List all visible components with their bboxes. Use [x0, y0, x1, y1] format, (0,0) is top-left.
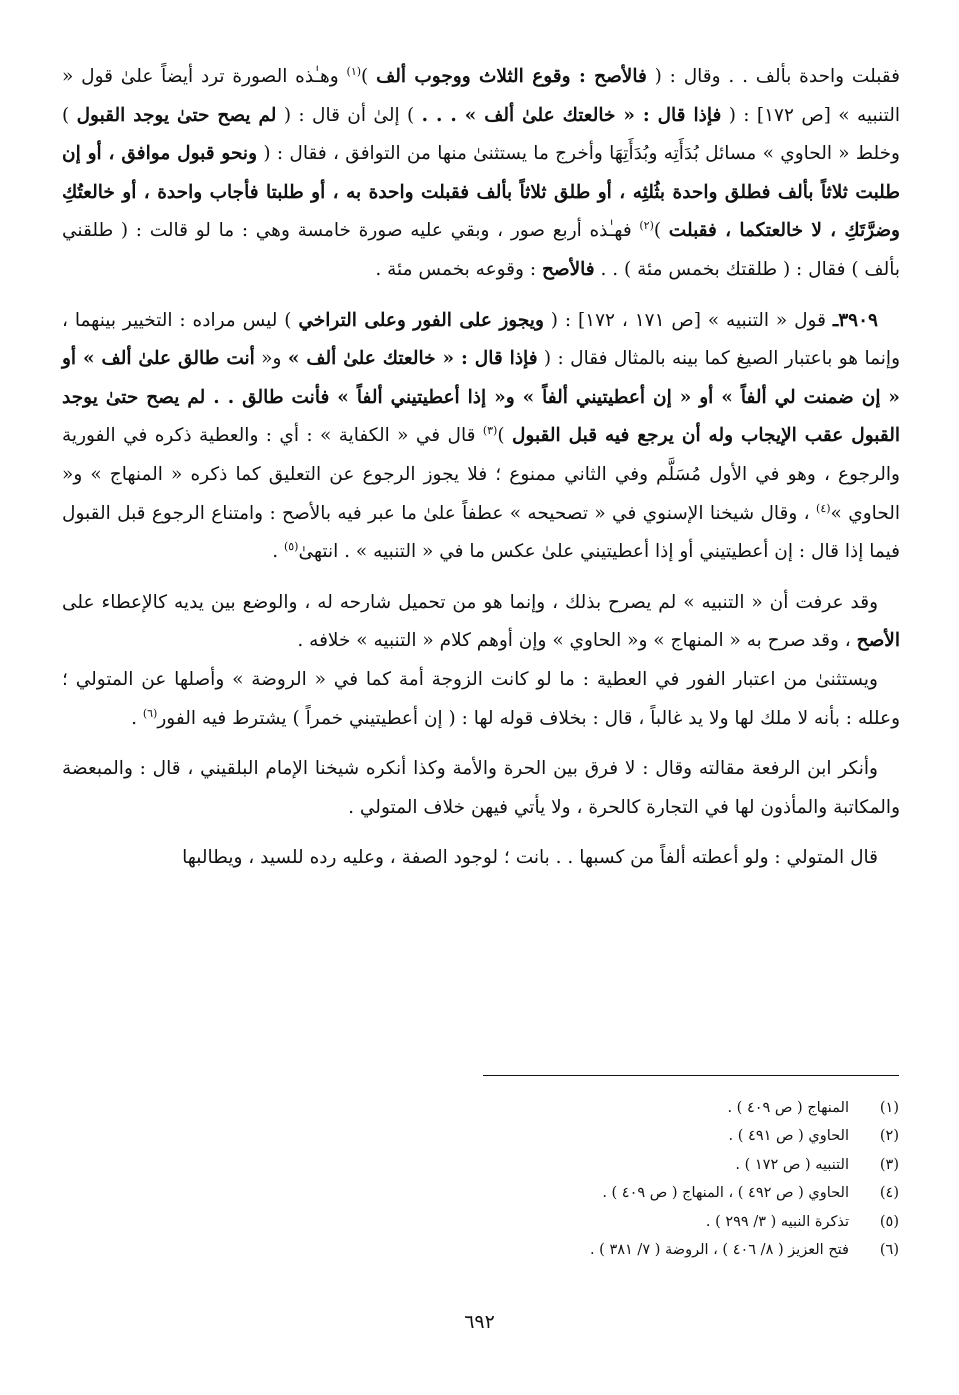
footnote-text: الحاوي ( ص ٤٩٢ ) ، المنهاج ( ص ٤٠٩ ) . — [602, 1185, 849, 1202]
footnote — [299, 1151, 899, 1179]
footnotes — [299, 1094, 899, 1264]
footnote-divider — [483, 1075, 899, 1076]
footnote — [299, 1094, 899, 1122]
main-text — [62, 58, 900, 878]
footnote-text: فتح العزيز ( ٨/ ٤٠٦ ) ، الروضة ( ٧/ ٣٨١ ) . — [589, 1242, 849, 1259]
paragraph-4: ويستثنىٰ من اعتبار الفور في العطية : ما لو كانت الزوجة أمة كما في « الروضة » وأصلها عن المتولي ؛ وعلله : بأنه لا ملك لها ولا يد غالباً ، قال : بخلاف قوله لها : ( إن أعطيتيني خمراً ) يشترط فيه الفور$^{(٦)}$ . — [62, 668, 900, 729]
paragraph-5: وأنكر ابن الرفعة مقالته وقال : لا فرق بين الحرة والأمة وكذا أنكره شيخنا الإمام البلقيني ، قال : والمبعضة والمكاتبة والمأذون لها في التجارة كالحرة ، ولا يأتي فيهن خلاف المتولي . — [62, 758, 900, 818]
footnote-text: الحاوي ( ص ٤٩١ ) . — [728, 1128, 849, 1145]
paragraph-2: ٣٩٠٩ـ قول « التنبيه » [ص ١٧١ ، ١٧٢] : ( ويجوز على الفور وعلى التراخي ) ليس مراده : التخيير بينهما ، وإنما هو باعتبار الصيغ كما بينه بالمثال فقال : ( فإذا قال : « خالعتك علىٰ ألف » و« أنت طالق علىٰ ألف » أو « إن ضمنت لي ألفاً » أو « إن أعطيتيني ألفاً » و« إذا أعطيتيني ألفاً » فأنت طالق . . لم يصح حتىٰ يوجد القبول عقب الإيجاب وله أن يرجع فيه قبل القبول )$^{(٣)}$ قال في « الكفاية » : أي : والعطية ذكره في الفورية والرجوع ، وهو في الأول مُسَلَّم وفي الثاني ممنوع ؛ فلا يجوز الرجوع عن التعليق كما ذكره « المنهاج » و« الحاوي »$^{(٤)}$ ، وقال شيخنا الإسنوي في « تصحيحه » عطفاً علىٰ ما عبر فيه بالأصح : وامتناع الرجوع قبل القبول فيما إذا قال : إن أعطيتيني أو إذا أعطيتيني علىٰ عكس ما في « التنبيه » . انتهىٰ$^{(٥)}$ . — [62, 309, 901, 563]
footnote — [299, 1179, 899, 1207]
footnote — [299, 1122, 899, 1150]
footnote — [299, 1236, 899, 1264]
paragraph-3: وقد عرفت أن « التنبيه » لم يصرح بذلك ، وإنما هو من تحميل شارحه له ، والوضع بين يديه كالإعطاء على الأصح ، وقد صرح به « المنهاج » و« الحاوي » وإن أوهم كلام « التنبيه » خلافه . — [62, 591, 900, 652]
footnote-number: (٢) — [879, 1128, 899, 1145]
footnote-text: المنهاج ( ص ٤٠٩ ) . — [727, 1100, 849, 1116]
footnote-number: (٥) — [879, 1213, 899, 1230]
footnote-number: (٦) — [879, 1242, 899, 1259]
paragraph-6: قال المتولي : ولو أعطته ألفاً من كسبها . . بانت ؛ لوجود الصفة ، وعليه رده للسيد ، ويطالبها — [182, 847, 878, 869]
footnote-number: (١) — [879, 1100, 899, 1116]
page-number: ٦٩٢ — [464, 1311, 495, 1333]
footnote-text: التنبيه ( ص ١٧٢ ) . — [735, 1156, 849, 1173]
footnote-number: (٤) — [879, 1185, 899, 1202]
footnote-number: (٣) — [879, 1156, 899, 1173]
footnote — [299, 1208, 899, 1236]
footnote-text: تذكرة النبيه ( ٣/ ٢٩٩ ) . — [705, 1213, 849, 1230]
paragraph-1: فقبلت واحدة بألف . . وقال : ( فالأصح : وقوع الثلاث ووجوب ألف )$^{(١)}$ وهـٰذه الصورة ترد أيضاً علىٰ قول « التنبيه » [ص ١٧٢] : ( فإذا قال : « خالعتك علىٰ ألف » . . . ) إلىٰ أن قال : ( لم يصح حتىٰ يوجد القبول ) وخلط « الحاوي » مسائل بُدَأَتِه وبُدَأَتِهَا وأخرج ما يستثنىٰ منها من التوافق ، فقال : ( ونحو قبول موافق ، أو إن طلبت ثلاثاً بألف فطلق واحدة بثُلثِه ، أو طلق ثلاثاً بألف فقبلت واحدة به ، أو طلبتا فأجاب واحدة ، أو خالعتُكِ وضرَّتَكِ ، لا خالعتكما ، فقبلت )$^{(٢)}$ فهـٰذه أربع صور ، وبقي عليه صورة خامسة وهي : ما لو قالت : ( طلقني بألف ) فقال : ( طلقتك بخمس مئة ) . . فالأصح : وقوعه بخمس مئة . — [62, 64, 900, 280]
